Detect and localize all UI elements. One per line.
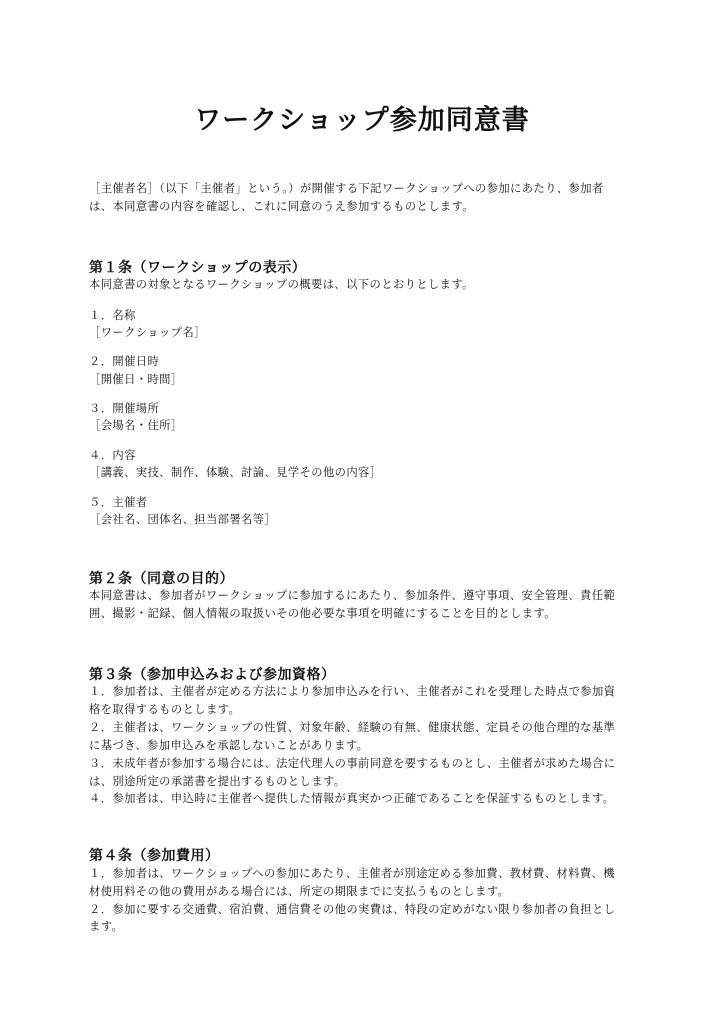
article-1-item-5-value: ［会社名、団体名、担当部署名等］ xyxy=(89,513,277,526)
article-3-line-7: ４．参加者は、申込時に主催者へ提供した情報が真実かつ正確であることを保証するものとします。 xyxy=(89,792,615,805)
article-1-item-3-value: ［会場名・住所］ xyxy=(89,419,183,432)
article-3-line-6: は、別途所定の承諾書を提出するものとします。 xyxy=(89,775,346,788)
article-1-item-2-label: ２．開催日時 xyxy=(89,355,160,368)
article-1-item-5-label: ５．主催者 xyxy=(89,496,148,509)
article-1-item-4-label: ４．内容 xyxy=(89,449,136,462)
intro-line-1: ［主催者名］（以下「主催者」という。）が開催する下記ワークショップへの参加にあたり、参加者 xyxy=(89,182,604,195)
article-1-item-3-label: ３．開催場所 xyxy=(89,402,160,415)
intro-line-2: は、本同意書の内容を確認し、これに同意のうえ参加するものとします。 xyxy=(89,200,475,213)
article-3-line-2: 格を取得するものとします。 xyxy=(89,703,241,716)
article-4-line-3: ２．参加に要する交通費、宿泊費、通信費その他の実費は、特段の定めがない限り参加者の負担とし xyxy=(89,903,616,916)
article-1-item-4-value: ［講義、実技、制作、体験、討論、見学その他の内容］ xyxy=(89,466,382,479)
article-4-line-2: 材使用料その他の費用がある場合には、所定の期限までに支払うものとします。 xyxy=(89,885,510,898)
article-2-line-2: 囲、撮影・記録、個人情報の取扱いその他必要な事項を明確にすることを目的とします。 xyxy=(89,607,556,620)
article-4-line-1: １．参加者は、ワークショップへの参加にあたり、主催者が別途定める参加費、教材費、材料費、機 xyxy=(89,867,615,880)
article-3-line-4: に基づき、参加申込みを承認しないことがあります。 xyxy=(89,739,369,752)
article-2-line-1: 本同意書は、参加者がワークショップに参加するにあたり、参加条件、遵守事項、安全管理、責任範 xyxy=(89,589,616,602)
article-1-item-1-value: ［ワークショップ名］ xyxy=(89,326,206,339)
article-3-line-3: ２．主催者は、ワークショップの性質、対象年齢、経験の有無、健康状態、定員その他合理的な基準 xyxy=(89,721,616,734)
article-4-line-4: ます。 xyxy=(89,920,124,933)
article-4-heading: 第４条（参加費用） xyxy=(89,848,220,864)
article-3-heading: 第３条（参加申込みおよび参加資格） xyxy=(89,667,336,683)
article-2-heading: 第２条（同意の目的） xyxy=(89,571,234,587)
article-3-line-1: １．参加者は、主催者が定める方法により参加申込みを行い、主催者がこれを受理した時点で参加資 xyxy=(89,685,616,698)
article-1-item-2-value: ［開催日・時間］ xyxy=(89,373,183,386)
article-1-line-1: 本同意書の対象となるワークショップの概要は、以下のとおりとします。 xyxy=(89,278,474,291)
article-3-line-5: ３．未成年者が参加する場合には、法定代理人の事前同意を要するものとし、主催者が求めた場合に xyxy=(89,757,616,770)
document-title: ワークショップ参加同意書 xyxy=(194,105,530,136)
article-1-heading: 第１条（ワークショップの表示） xyxy=(89,260,307,276)
article-1-item-1-label: １．名称 xyxy=(89,309,136,322)
